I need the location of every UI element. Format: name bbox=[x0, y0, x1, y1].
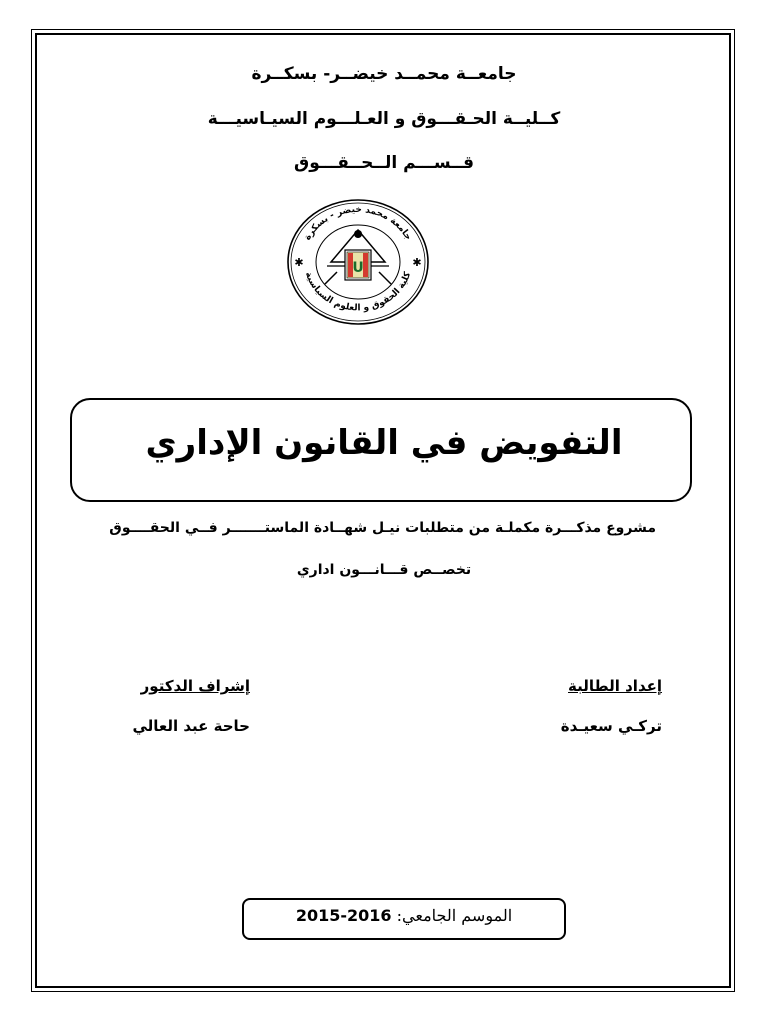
faculty-name: كــليــة الحـقـــوق و العـلـــوم السيـاسيـــة bbox=[207, 109, 561, 129]
student-name: تركـي سعيـدة bbox=[560, 717, 662, 735]
student-label: إعداد الطالبة bbox=[568, 677, 662, 695]
page-border-inner bbox=[35, 33, 731, 988]
season-label: الموسم الجامعي: bbox=[396, 906, 513, 925]
academic-season bbox=[242, 906, 566, 925]
seal-star-left-icon: ✱ bbox=[294, 256, 304, 269]
supervisor-name: حاحة عبد العالي bbox=[132, 717, 250, 735]
project-description: مشروع مذكـــرة مكملـة من متطلبات نيـل شهــادة الماستـــــــر فــي الحقــــوق bbox=[109, 520, 656, 536]
seal-top-arc-text: جامعة محمد خيضر - بسكرة bbox=[302, 204, 414, 243]
seal-star-right-icon: ✱ bbox=[412, 256, 422, 269]
seal-emblem-letter: U bbox=[352, 260, 364, 276]
specialization: تخصــص قـــانـــون اداري bbox=[296, 562, 472, 578]
university-seal-icon bbox=[281, 196, 435, 326]
season-years: 2016-2015 bbox=[295, 906, 392, 925]
thesis-title: التفويض في القانون الإداري bbox=[145, 423, 623, 463]
supervisor-label: إشراف الدكتور bbox=[140, 677, 250, 695]
department-name: قــســـم الــحــقـــوق bbox=[294, 153, 474, 173]
university-name: جامعــة محمــد خيضــر- بسكــرة bbox=[251, 64, 517, 84]
seal-bottom-arc-text: كلية الحقوق و العلوم السياسية bbox=[302, 270, 414, 314]
